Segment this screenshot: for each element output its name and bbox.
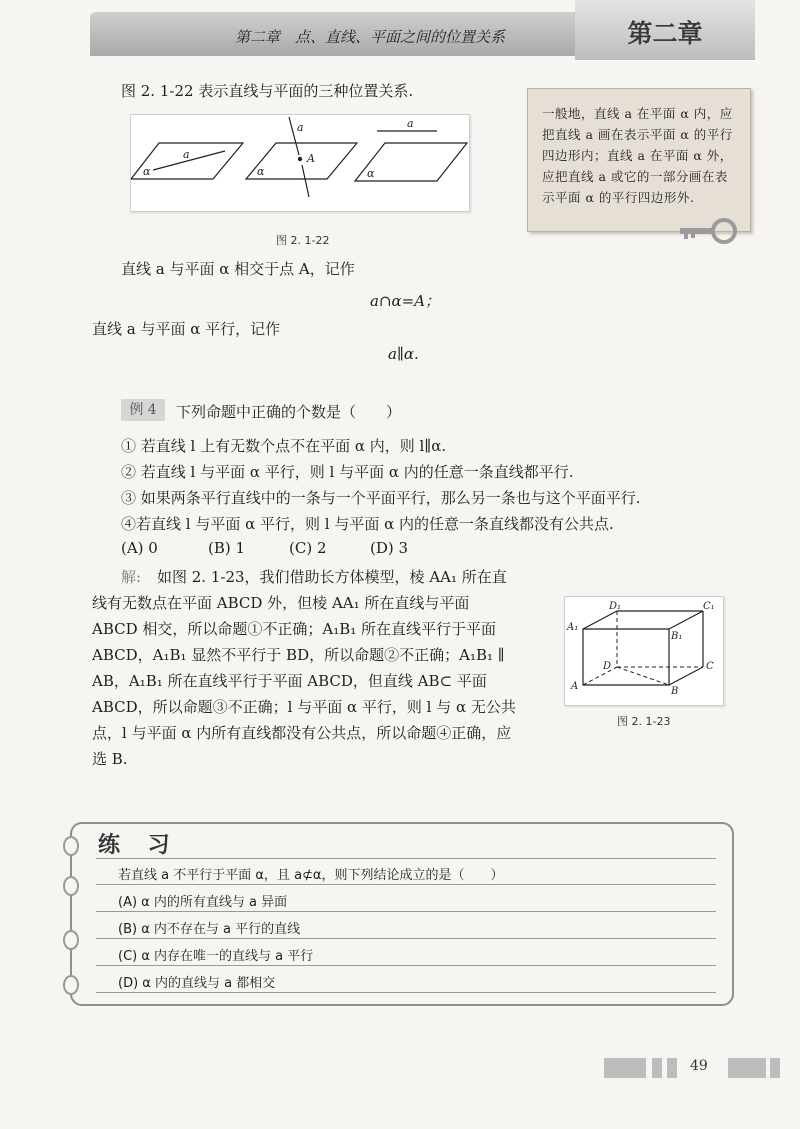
practice-option-B: (B) α 内不存在与 a 平行的直线 [118,922,301,937]
figure-2-1-22 [130,114,470,212]
parallel-formula: a∥α. [388,345,419,363]
label-D: D [603,661,612,672]
footer-bar [652,1058,662,1078]
proposition-4: ④若直线 l 与平面 α 平行，则 l 与平面 α 内的任意一条直线都没有公共点. [121,515,614,533]
chapter-label: 第二章 [627,19,703,48]
cuboid-diagram [565,597,723,705]
solution-line-6: ABCD，所以命题③不正确；l 与平面 α 平行，则 l 与 α 无公共 [92,698,516,716]
label-alpha-2: α [257,165,265,178]
label-C: C [706,661,714,672]
footer-bar [667,1058,677,1078]
practice-title: 练 习 [98,832,180,858]
choice-B: (B) 1 [208,539,246,557]
ring-binder-icon [63,975,79,995]
label-A: A [307,152,315,165]
running-header-title: 第二章 点、直线、平面之间的位置关系 [234,28,505,46]
proposition-2: ② 若直线 l 与平面 α 平行，则 l 与平面 α 内的任意一条直线都平行. [121,463,574,481]
point-A [298,157,302,161]
label-A: A [571,681,579,692]
ring-binder-icon [63,836,79,856]
ring-binder-icon [63,876,79,896]
label-alpha-1: α [143,165,151,178]
figure-2-1-23 [564,596,724,706]
label-D1: D₁ [609,601,622,612]
solution-line-4: ABCD，A₁B₁ 显然不平行于 BD，所以命题②不正确；A₁B₁ ∥ [92,646,505,664]
practice-question: 若直线 a 不平行于平面 α，且 a⊄α，则下列结论成立的是（ ） [118,868,504,883]
solution-label: 解: [121,568,142,586]
solution-line-7: 点，l 与平面 α 内所有直线都没有公共点，所以命题④正确，应 [92,724,512,742]
intersect-formula: a∩α=A； [370,292,441,310]
solution-line-2: 线有无数点在平面 ABCD 外，但棱 AA₁ 所在直线与平面 [92,594,470,612]
figure-22-caption: 图 2. 1-22 [276,234,330,247]
label-a-2: a [297,121,304,134]
practice-option-C: (C) α 内存在唯一的直线与 a 平行 [118,949,314,964]
solution-line-1: 如图 2. 1-23，我们借助长方体模型，棱 AA₁ 所在直 [157,568,507,586]
footer-bar [728,1058,766,1078]
footer-bar [604,1058,646,1078]
footer-bar [770,1058,780,1078]
label-a-3: a [407,117,414,130]
proposition-3: ③ 如果两条平行直线中的一条与一个平面平行，那么另一条也与这个平面平行. [121,489,641,507]
margin-note [527,88,751,232]
label-A1: A₁ [567,622,579,633]
example-question: 下列命题中正确的个数是（ ） [176,403,402,421]
example-label: 例 4 [121,399,165,421]
solution-line-8: 选 B. [92,750,128,768]
line-plane-diagram [131,115,469,211]
figure-23-caption: 图 2. 1-23 [617,715,671,728]
choice-A: (A) 0 [121,539,158,557]
intersect-text: 直线 a 与平面 α 相交于点 A，记作 [121,260,355,278]
solution-line-5: AB，A₁B₁ 所在直线平行于平面 ABCD，但直线 AB⊂ 平面 [92,672,487,690]
parallel-text: 直线 a 与平面 α 平行，记作 [92,320,281,338]
rule-line [96,938,716,939]
rule-line [96,858,716,859]
label-alpha-3: α [367,167,375,180]
rule-line [96,884,716,885]
label-a-1: a [183,148,190,161]
cuboid-front-face [583,629,669,685]
ring-binder-icon [63,930,79,950]
key-icon [680,216,738,252]
practice-option-D: (D) α 内的直线与 a 都相交 [118,976,276,991]
line-intersect-lower [302,165,309,197]
label-B1: B₁ [671,631,683,642]
proposition-1: ① 若直线 l 上有无数个点不在平面 α 内，则 l∥α. [121,437,447,455]
choice-C: (C) 2 [289,539,327,557]
practice-option-A: (A) α 内的所有直线与 a 异面 [118,895,288,910]
page-number: 49 [690,1058,708,1074]
rule-line [96,911,716,912]
rule-line [96,965,716,966]
header-bar [90,12,650,56]
chapter-tab [575,0,755,60]
label-B: B [671,686,679,697]
margin-note-text: 一般地，直线 a 在平面 α 内，应把直线 a 画在表示平面 α 的平行四边形内；直线 a 在平面 α 外，应把直线 a 或它的一部分画在表示平面 α 的平行四边形外. [542,106,733,205]
rule-line [96,992,716,993]
solution-line-3: ABCD 相交，所以命题①不正确；A₁B₁ 所在直线平行于平面 [92,620,497,638]
intro-text: 图 2. 1-22 表示直线与平面的三种位置关系. [121,82,414,100]
label-C1: C₁ [703,601,715,612]
choice-D: (D) 3 [370,539,409,557]
